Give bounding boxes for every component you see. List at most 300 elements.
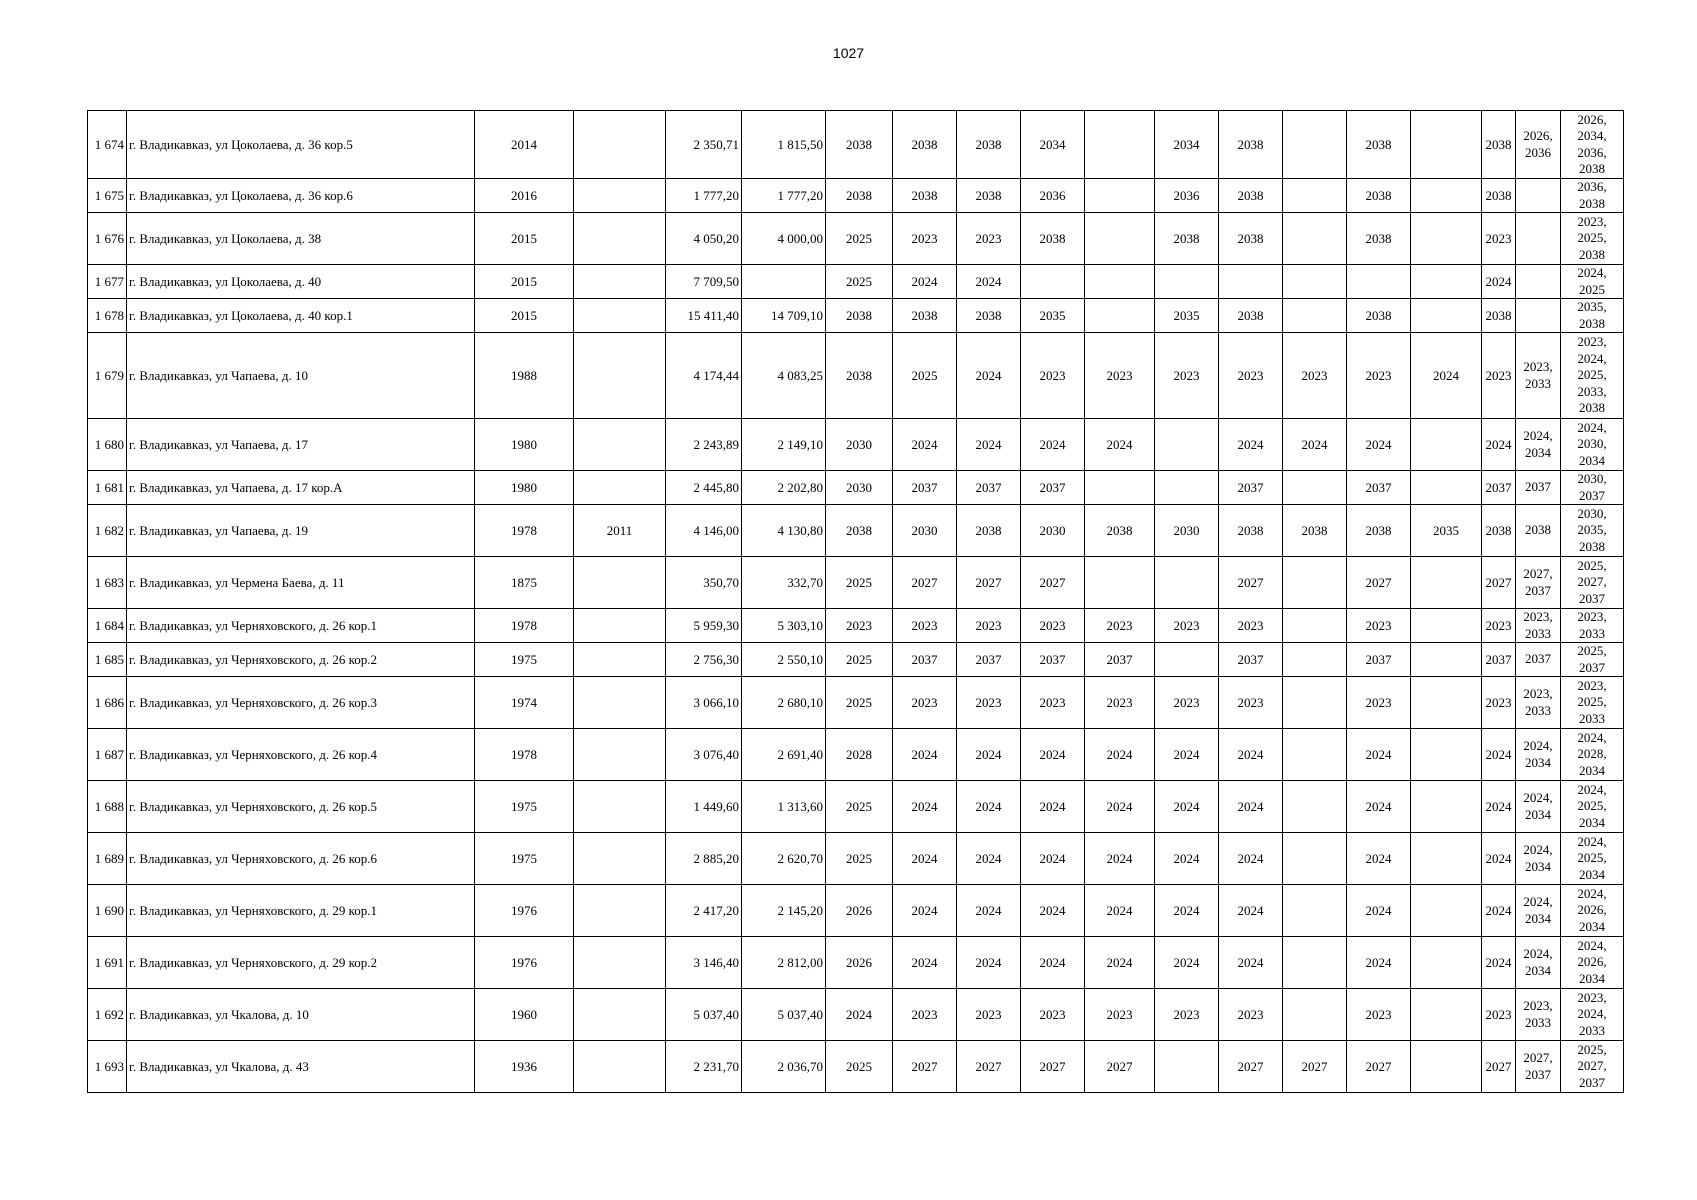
work-year-cell: 2037 xyxy=(1219,471,1283,505)
work-year-cell: 2023 xyxy=(1482,609,1516,643)
housing-registry-table xyxy=(87,110,1624,1093)
reconstruction-year-cell xyxy=(574,609,666,643)
work-year-cell: 2024 xyxy=(1021,885,1085,937)
work-year-cell: 2024 xyxy=(1482,729,1516,781)
work-year-cell: 2024 xyxy=(1482,885,1516,937)
reconstruction-year-cell xyxy=(574,781,666,833)
work-year-cell: 2024 xyxy=(1021,781,1085,833)
build-year-cell: 1875 xyxy=(475,557,574,609)
work-year-cell: 2024 xyxy=(1347,781,1411,833)
work-year-cell: 2027 xyxy=(893,1041,957,1093)
work-year-cell xyxy=(1411,643,1482,677)
work-year-cell: 2027 xyxy=(1021,1041,1085,1093)
work-year-cell: 2025 xyxy=(826,833,893,885)
work-year-cell: 2038 xyxy=(1347,213,1411,265)
table-row xyxy=(88,557,1624,609)
work-year-cell: 2027 xyxy=(1219,557,1283,609)
total-area-cell: 1 449,60 xyxy=(666,781,742,833)
work-year-cell: 2024 xyxy=(1021,833,1085,885)
work-year-cell: 2038 xyxy=(826,111,893,179)
reconstruction-year-cell xyxy=(574,677,666,729)
work-year-cell: 2023 xyxy=(957,609,1021,643)
work-year-cell: 2024 xyxy=(957,885,1021,937)
reconstruction-year-cell xyxy=(574,1041,666,1093)
work-year-cell: 2038 xyxy=(1155,213,1219,265)
work-year-cell xyxy=(1283,643,1347,677)
reconstruction-year-cell: 2011 xyxy=(574,505,666,557)
table-row xyxy=(88,781,1624,833)
living-area-cell: 4 083,25 xyxy=(742,333,826,419)
table-row xyxy=(88,471,1624,505)
work-year-cell: 2025 xyxy=(893,333,957,419)
years-summary-cell: 2030, 2035, 2038 xyxy=(1561,505,1624,557)
work-year-cell: 2023 xyxy=(1085,989,1155,1041)
work-year-cell xyxy=(1155,557,1219,609)
work-year-cell: 2038 xyxy=(893,179,957,213)
table-row xyxy=(88,265,1624,299)
total-area-cell: 5 037,40 xyxy=(666,989,742,1041)
work-year-cell: 2024 xyxy=(957,729,1021,781)
work-year-cell: 2030 xyxy=(1155,505,1219,557)
build-year-cell: 1978 xyxy=(475,505,574,557)
work-year-cell xyxy=(1411,1041,1482,1093)
work-year-cell: 2035 xyxy=(1155,299,1219,333)
work-year-cell xyxy=(1411,111,1482,179)
reconstruction-year-cell xyxy=(574,643,666,677)
build-year-cell: 2015 xyxy=(475,213,574,265)
work-year-cell: 2038 xyxy=(826,179,893,213)
living-area-cell: 4 130,80 xyxy=(742,505,826,557)
work-year-cell xyxy=(1219,265,1283,299)
reconstruction-year-cell xyxy=(574,471,666,505)
work-year-cell: 2024 xyxy=(893,885,957,937)
years-summary-cell: 2026, 2034, 2036, 2038 xyxy=(1561,111,1624,179)
work-year-cell: 2024 xyxy=(1219,729,1283,781)
work-year-cell: 2023 xyxy=(1021,677,1085,729)
work-year-cell xyxy=(1085,179,1155,213)
work-year-cell xyxy=(1085,265,1155,299)
work-year-cell: 2037 xyxy=(1021,643,1085,677)
reconstruction-year-cell xyxy=(574,179,666,213)
work-year-cell: 2024 xyxy=(893,729,957,781)
row-number-cell: 1 692 xyxy=(88,989,127,1041)
work-year-cell: 2027 xyxy=(1347,557,1411,609)
work-year-cell: 2038 xyxy=(826,299,893,333)
work-year-cell: 2024 xyxy=(1482,781,1516,833)
work-year-cell: 2024 xyxy=(1347,937,1411,989)
reconstruction-year-cell xyxy=(574,299,666,333)
years-list-cell xyxy=(1516,299,1561,333)
years-list-cell: 2026, 2036 xyxy=(1516,111,1561,179)
address-cell: г. Владикавказ, ул Чермена Баева, д. 11 xyxy=(127,557,475,609)
work-year-cell: 2024 xyxy=(1482,265,1516,299)
total-area-cell: 2 243,89 xyxy=(666,419,742,471)
work-year-cell: 2027 xyxy=(957,557,1021,609)
work-year-cell: 2025 xyxy=(826,677,893,729)
work-year-cell: 2027 xyxy=(1347,1041,1411,1093)
years-list-cell: 2024, 2034 xyxy=(1516,833,1561,885)
work-year-cell xyxy=(1411,265,1482,299)
work-year-cell: 2023 xyxy=(1347,989,1411,1041)
row-number-cell: 1 687 xyxy=(88,729,127,781)
work-year-cell: 2038 xyxy=(1347,299,1411,333)
total-area-cell: 4 146,00 xyxy=(666,505,742,557)
build-year-cell: 1978 xyxy=(475,729,574,781)
years-summary-cell: 2025, 2027, 2037 xyxy=(1561,557,1624,609)
work-year-cell xyxy=(1283,265,1347,299)
row-number-cell: 1 674 xyxy=(88,111,127,179)
years-list-cell: 2024, 2034 xyxy=(1516,781,1561,833)
address-cell: г. Владикавказ, ул Чапаева, д. 17 кор.А xyxy=(127,471,475,505)
work-year-cell: 2038 xyxy=(1482,299,1516,333)
years-list-cell: 2037 xyxy=(1516,471,1561,505)
work-year-cell: 2037 xyxy=(893,471,957,505)
work-year-cell xyxy=(1347,265,1411,299)
living-area-cell: 4 000,00 xyxy=(742,213,826,265)
work-year-cell: 2024 xyxy=(826,989,893,1041)
work-year-cell: 2026 xyxy=(826,885,893,937)
work-year-cell: 2038 xyxy=(957,505,1021,557)
address-cell: г. Владикавказ, ул Чкалова, д. 10 xyxy=(127,989,475,1041)
address-cell: г. Владикавказ, ул Цоколаева, д. 40 xyxy=(127,265,475,299)
work-year-cell: 2025 xyxy=(826,557,893,609)
work-year-cell: 2023 xyxy=(1219,333,1283,419)
living-area-cell: 2 202,80 xyxy=(742,471,826,505)
work-year-cell: 2027 xyxy=(1219,1041,1283,1093)
years-list-cell: 2023, 2033 xyxy=(1516,609,1561,643)
work-year-cell: 2025 xyxy=(826,781,893,833)
table-row xyxy=(88,833,1624,885)
work-year-cell xyxy=(1283,937,1347,989)
reconstruction-year-cell xyxy=(574,333,666,419)
total-area-cell: 2 350,71 xyxy=(666,111,742,179)
table-row xyxy=(88,419,1624,471)
table-row xyxy=(88,505,1624,557)
build-year-cell: 1976 xyxy=(475,885,574,937)
row-number-cell: 1 690 xyxy=(88,885,127,937)
work-year-cell: 2023 xyxy=(957,989,1021,1041)
work-year-cell: 2038 xyxy=(826,505,893,557)
reconstruction-year-cell xyxy=(574,937,666,989)
build-year-cell: 1975 xyxy=(475,781,574,833)
work-year-cell xyxy=(1085,557,1155,609)
work-year-cell: 2023 xyxy=(1219,677,1283,729)
total-area-cell: 4 050,20 xyxy=(666,213,742,265)
work-year-cell: 2024 xyxy=(893,265,957,299)
work-year-cell xyxy=(1411,179,1482,213)
reconstruction-year-cell xyxy=(574,213,666,265)
work-year-cell: 2023 xyxy=(1347,609,1411,643)
years-summary-cell: 2030, 2037 xyxy=(1561,471,1624,505)
row-number-cell: 1 684 xyxy=(88,609,127,643)
total-area-cell: 5 959,30 xyxy=(666,609,742,643)
work-year-cell: 2038 xyxy=(893,111,957,179)
table-row xyxy=(88,729,1624,781)
work-year-cell: 2023 xyxy=(1482,677,1516,729)
page-number: 1027 xyxy=(832,45,865,61)
years-summary-cell: 2024, 2026, 2034 xyxy=(1561,885,1624,937)
build-year-cell: 1960 xyxy=(475,989,574,1041)
row-number-cell: 1 681 xyxy=(88,471,127,505)
work-year-cell: 2036 xyxy=(1021,179,1085,213)
build-year-cell: 1980 xyxy=(475,419,574,471)
total-area-cell: 2 231,70 xyxy=(666,1041,742,1093)
total-area-cell: 2 445,80 xyxy=(666,471,742,505)
table-row xyxy=(88,677,1624,729)
address-cell: г. Владикавказ, ул Черняховского, д. 26 кор.5 xyxy=(127,781,475,833)
table-row xyxy=(88,1041,1624,1093)
work-year-cell: 2038 xyxy=(957,179,1021,213)
work-year-cell: 2038 xyxy=(957,299,1021,333)
work-year-cell xyxy=(1283,179,1347,213)
work-year-cell: 2023 xyxy=(1021,333,1085,419)
address-cell: г. Владикавказ, ул Черняховского, д. 29 кор.1 xyxy=(127,885,475,937)
work-year-cell: 2023 xyxy=(1021,989,1085,1041)
work-year-cell: 2023 xyxy=(1482,213,1516,265)
years-summary-cell: 2024, 2025 xyxy=(1561,265,1624,299)
work-year-cell xyxy=(1283,989,1347,1041)
total-area-cell: 2 885,20 xyxy=(666,833,742,885)
reconstruction-year-cell xyxy=(574,885,666,937)
work-year-cell: 2024 xyxy=(1219,885,1283,937)
address-cell: г. Владикавказ, ул Чапаева, д. 19 xyxy=(127,505,475,557)
total-area-cell: 2 417,20 xyxy=(666,885,742,937)
work-year-cell: 2024 xyxy=(1155,937,1219,989)
row-number-cell: 1 688 xyxy=(88,781,127,833)
work-year-cell: 2027 xyxy=(893,557,957,609)
years-summary-cell: 2024, 2025, 2034 xyxy=(1561,833,1624,885)
work-year-cell: 2037 xyxy=(1347,471,1411,505)
years-list-cell: 2023, 2033 xyxy=(1516,333,1561,419)
years-list-cell: 2038 xyxy=(1516,505,1561,557)
table-body xyxy=(88,111,1624,1093)
row-number-cell: 1 682 xyxy=(88,505,127,557)
row-number-cell: 1 677 xyxy=(88,265,127,299)
work-year-cell: 2024 xyxy=(957,333,1021,419)
build-year-cell: 2014 xyxy=(475,111,574,179)
living-area-cell: 2 691,40 xyxy=(742,729,826,781)
work-year-cell: 2027 xyxy=(1021,557,1085,609)
total-area-cell: 350,70 xyxy=(666,557,742,609)
work-year-cell xyxy=(1283,833,1347,885)
work-year-cell xyxy=(1411,677,1482,729)
work-year-cell xyxy=(1283,111,1347,179)
reconstruction-year-cell xyxy=(574,265,666,299)
living-area-cell: 1 777,20 xyxy=(742,179,826,213)
work-year-cell: 2023 xyxy=(957,213,1021,265)
reconstruction-year-cell xyxy=(574,833,666,885)
work-year-cell: 2038 xyxy=(957,111,1021,179)
row-number-cell: 1 691 xyxy=(88,937,127,989)
work-year-cell xyxy=(1411,989,1482,1041)
work-year-cell xyxy=(1411,885,1482,937)
living-area-cell: 14 709,10 xyxy=(742,299,826,333)
work-year-cell: 2023 xyxy=(893,609,957,643)
years-list-cell: 2027, 2037 xyxy=(1516,1041,1561,1093)
reconstruction-year-cell xyxy=(574,989,666,1041)
years-list-cell: 2024, 2034 xyxy=(1516,937,1561,989)
years-list-cell xyxy=(1516,265,1561,299)
address-cell: г. Владикавказ, ул Цоколаева, д. 36 кор.6 xyxy=(127,179,475,213)
work-year-cell xyxy=(1155,471,1219,505)
work-year-cell: 2025 xyxy=(826,643,893,677)
row-number-cell: 1 676 xyxy=(88,213,127,265)
work-year-cell: 2038 xyxy=(1219,299,1283,333)
row-number-cell: 1 683 xyxy=(88,557,127,609)
work-year-cell: 2024 xyxy=(1347,729,1411,781)
living-area-cell: 5 037,40 xyxy=(742,989,826,1041)
row-number-cell: 1 693 xyxy=(88,1041,127,1093)
work-year-cell: 2030 xyxy=(826,471,893,505)
work-year-cell: 2034 xyxy=(1155,111,1219,179)
work-year-cell: 2024 xyxy=(1219,937,1283,989)
table-row xyxy=(88,179,1624,213)
work-year-cell: 2023 xyxy=(1155,989,1219,1041)
work-year-cell: 2038 xyxy=(1347,179,1411,213)
work-year-cell: 2037 xyxy=(893,643,957,677)
work-year-cell: 2027 xyxy=(1283,1041,1347,1093)
work-year-cell: 2024 xyxy=(1021,419,1085,471)
work-year-cell: 2023 xyxy=(1482,989,1516,1041)
living-area-cell: 2 550,10 xyxy=(742,643,826,677)
work-year-cell: 2023 xyxy=(1347,333,1411,419)
years-summary-cell: 2024, 2030, 2034 xyxy=(1561,419,1624,471)
table-row xyxy=(88,213,1624,265)
years-summary-cell: 2023, 2033 xyxy=(1561,609,1624,643)
work-year-cell: 2038 xyxy=(1347,505,1411,557)
work-year-cell: 2027 xyxy=(957,1041,1021,1093)
total-area-cell: 3 076,40 xyxy=(666,729,742,781)
years-list-cell: 2024, 2034 xyxy=(1516,885,1561,937)
work-year-cell: 2024 xyxy=(1283,419,1347,471)
total-area-cell: 4 174,44 xyxy=(666,333,742,419)
work-year-cell: 2038 xyxy=(1219,213,1283,265)
years-summary-cell: 2025, 2027, 2037 xyxy=(1561,1041,1624,1093)
row-number-cell: 1 680 xyxy=(88,419,127,471)
address-cell: г. Владикавказ, ул Черняховского, д. 26 кор.3 xyxy=(127,677,475,729)
years-summary-cell: 2036, 2038 xyxy=(1561,179,1624,213)
work-year-cell: 2024 xyxy=(1347,885,1411,937)
work-year-cell: 2023 xyxy=(1155,333,1219,419)
living-area-cell: 1 313,60 xyxy=(742,781,826,833)
work-year-cell: 2023 xyxy=(1155,677,1219,729)
living-area-cell xyxy=(742,265,826,299)
work-year-cell: 2024 xyxy=(893,781,957,833)
work-year-cell: 2026 xyxy=(826,937,893,989)
total-area-cell: 2 756,30 xyxy=(666,643,742,677)
work-year-cell: 2037 xyxy=(1347,643,1411,677)
work-year-cell: 2023 xyxy=(1219,609,1283,643)
living-area-cell: 332,70 xyxy=(742,557,826,609)
work-year-cell xyxy=(1155,1041,1219,1093)
row-number-cell: 1 678 xyxy=(88,299,127,333)
build-year-cell: 2015 xyxy=(475,299,574,333)
total-area-cell: 1 777,20 xyxy=(666,179,742,213)
work-year-cell: 2023 xyxy=(1283,333,1347,419)
work-year-cell: 2024 xyxy=(1482,419,1516,471)
build-year-cell: 1974 xyxy=(475,677,574,729)
work-year-cell xyxy=(1283,677,1347,729)
work-year-cell: 2024 xyxy=(1085,729,1155,781)
reconstruction-year-cell xyxy=(574,557,666,609)
work-year-cell: 2024 xyxy=(1155,729,1219,781)
work-year-cell: 2024 xyxy=(1347,419,1411,471)
years-list-cell xyxy=(1516,179,1561,213)
work-year-cell: 2023 xyxy=(1085,609,1155,643)
work-year-cell xyxy=(1283,781,1347,833)
living-area-cell: 2 812,00 xyxy=(742,937,826,989)
years-list-cell: 2023, 2033 xyxy=(1516,989,1561,1041)
work-year-cell: 2027 xyxy=(1482,1041,1516,1093)
work-year-cell: 2036 xyxy=(1155,179,1219,213)
work-year-cell: 2024 xyxy=(893,833,957,885)
living-area-cell: 2 145,20 xyxy=(742,885,826,937)
row-number-cell: 1 679 xyxy=(88,333,127,419)
work-year-cell: 2034 xyxy=(1021,111,1085,179)
build-year-cell: 1975 xyxy=(475,643,574,677)
work-year-cell: 2023 xyxy=(893,989,957,1041)
address-cell: г. Владикавказ, ул Черняховского, д. 26 кор.1 xyxy=(127,609,475,643)
work-year-cell: 2024 xyxy=(957,781,1021,833)
address-cell: г. Владикавказ, ул Черняховского, д. 26 кор.2 xyxy=(127,643,475,677)
work-year-cell: 2024 xyxy=(1219,419,1283,471)
work-year-cell xyxy=(1411,609,1482,643)
work-year-cell: 2038 xyxy=(1482,179,1516,213)
table-row xyxy=(88,609,1624,643)
work-year-cell xyxy=(1411,729,1482,781)
years-summary-cell: 2023, 2024, 2033 xyxy=(1561,989,1624,1041)
work-year-cell: 2025 xyxy=(826,1041,893,1093)
build-year-cell: 2016 xyxy=(475,179,574,213)
work-year-cell xyxy=(1021,265,1085,299)
work-year-cell: 2024 xyxy=(1085,419,1155,471)
work-year-cell: 2024 xyxy=(1411,333,1482,419)
work-year-cell: 2024 xyxy=(1085,885,1155,937)
years-list-cell xyxy=(1516,213,1561,265)
address-cell: г. Владикавказ, ул Черняховского, д. 29 кор.2 xyxy=(127,937,475,989)
address-cell: г. Владикавказ, ул Чкалова, д. 43 xyxy=(127,1041,475,1093)
work-year-cell: 2024 xyxy=(1085,937,1155,989)
work-year-cell xyxy=(1283,729,1347,781)
work-year-cell: 2023 xyxy=(826,609,893,643)
work-year-cell: 2023 xyxy=(1085,333,1155,419)
work-year-cell xyxy=(1155,419,1219,471)
work-year-cell: 2024 xyxy=(1347,833,1411,885)
build-year-cell: 2015 xyxy=(475,265,574,299)
work-year-cell: 2023 xyxy=(1021,609,1085,643)
work-year-cell: 2038 xyxy=(1283,505,1347,557)
work-year-cell: 2024 xyxy=(957,419,1021,471)
build-year-cell: 1976 xyxy=(475,937,574,989)
work-year-cell xyxy=(1283,609,1347,643)
work-year-cell: 2024 xyxy=(957,833,1021,885)
row-number-cell: 1 675 xyxy=(88,179,127,213)
work-year-cell: 2027 xyxy=(1085,1041,1155,1093)
work-year-cell: 2037 xyxy=(1219,643,1283,677)
work-year-cell xyxy=(1155,643,1219,677)
work-year-cell xyxy=(1155,265,1219,299)
work-year-cell: 2038 xyxy=(1347,111,1411,179)
address-cell: г. Владикавказ, ул Чапаева, д. 17 xyxy=(127,419,475,471)
table-row xyxy=(88,643,1624,677)
years-list-cell: 2027, 2037 xyxy=(1516,557,1561,609)
total-area-cell: 15 411,40 xyxy=(666,299,742,333)
work-year-cell xyxy=(1085,471,1155,505)
years-summary-cell: 2023, 2024, 2025, 2033, 2038 xyxy=(1561,333,1624,419)
work-year-cell xyxy=(1411,833,1482,885)
work-year-cell: 2024 xyxy=(1219,833,1283,885)
work-year-cell: 2038 xyxy=(893,299,957,333)
